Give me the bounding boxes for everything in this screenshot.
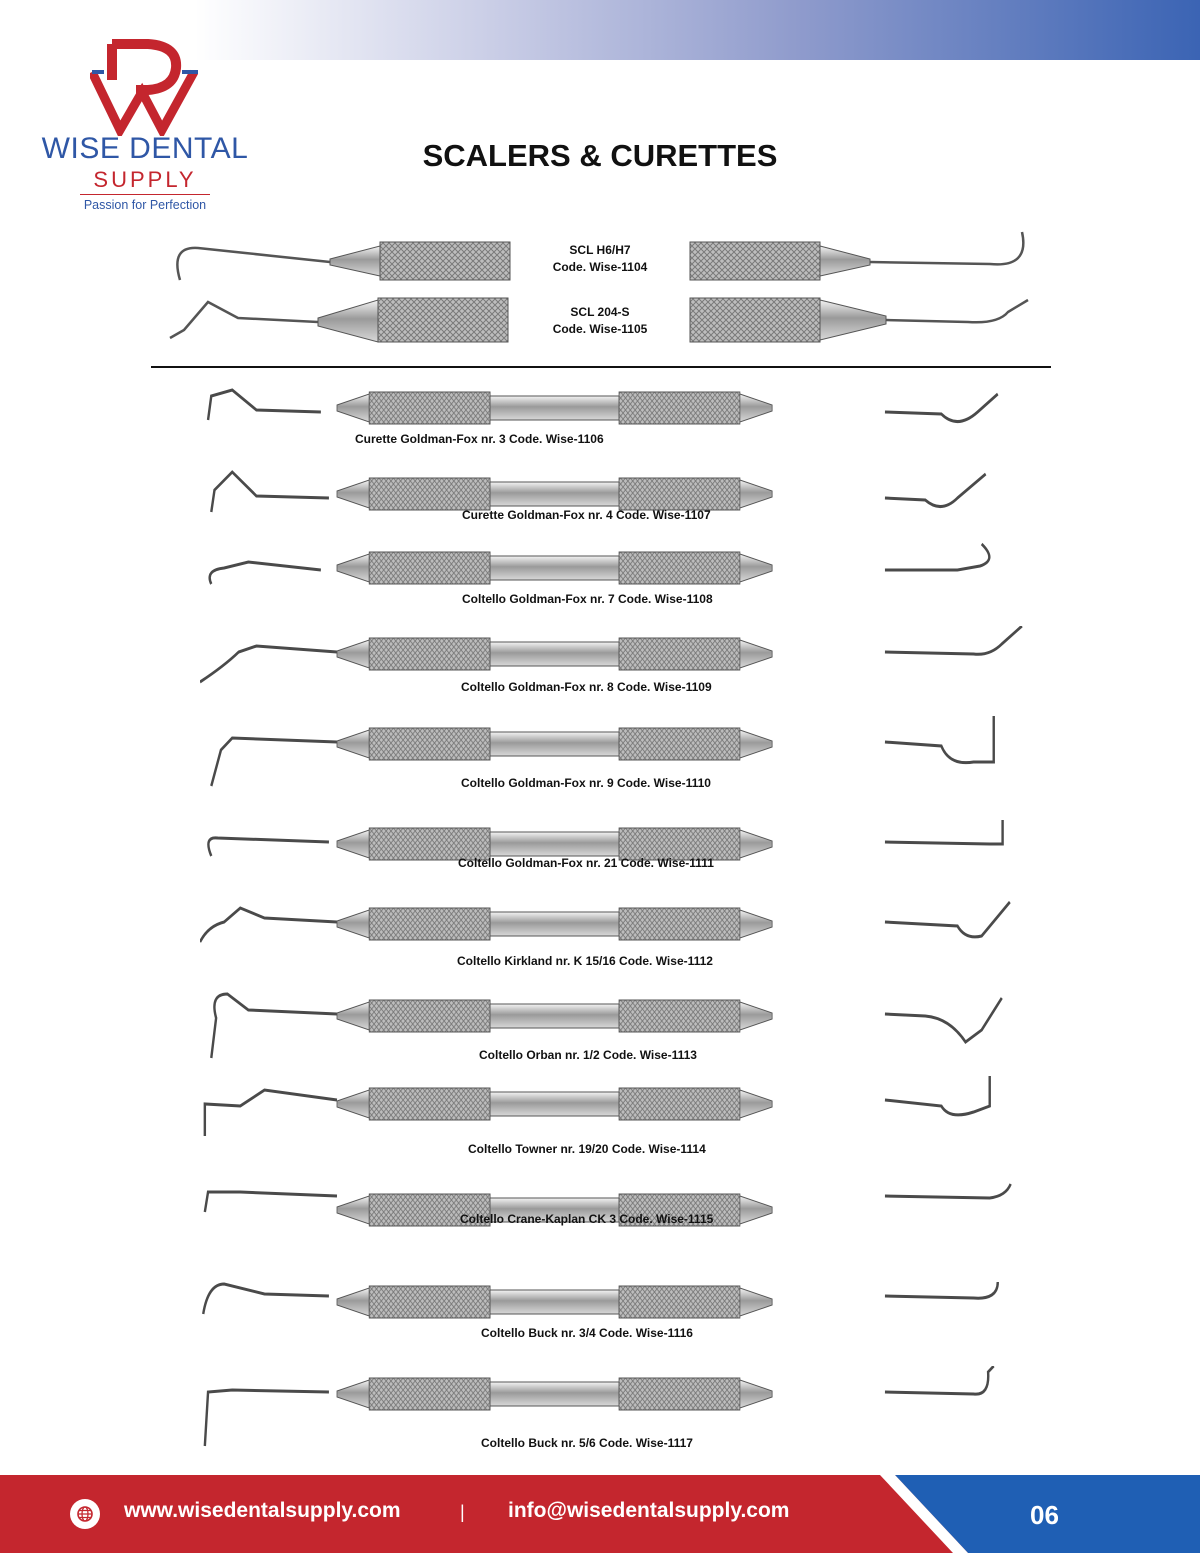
instrument-label: Coltello Orban nr. 1/2 Code. Wise-1113	[479, 1048, 697, 1062]
instrument-row	[200, 380, 1030, 450]
globe-icon	[70, 1499, 100, 1529]
instrument-row	[200, 716, 1030, 796]
item-name: SCL 204-S	[570, 305, 630, 319]
instrument-label: Curette Goldman-Fox nr. 3 Code. Wise-1106	[355, 432, 604, 446]
item-name: SCL H6/H7	[569, 243, 631, 257]
footer-separator: |	[460, 1502, 465, 1522]
website-link[interactable]: www.wisedentalsupply.com	[124, 1499, 401, 1522]
instrument-row	[200, 896, 1030, 974]
instrument-image	[200, 380, 1030, 450]
instrument-row	[200, 466, 1030, 528]
instrument-label: Coltello Goldman-Fox nr. 8 Code. Wise-1109	[461, 680, 712, 694]
instrument-label: Coltello Goldman-Fox nr. 7 Code. Wise-1108	[462, 592, 713, 606]
email-link[interactable]: info@wisedentalsupply.com	[508, 1499, 790, 1522]
instrument-label: Curette Goldman-Fox nr. 4 Code. Wise-1107	[462, 508, 711, 522]
instrument-scl-204-s	[168, 296, 1038, 346]
instrument-row	[200, 1274, 1030, 1346]
item-code: Code. Wise-1104	[552, 260, 648, 274]
instrument-row	[200, 540, 1030, 612]
brand-subname: SUPPLY	[93, 167, 197, 192]
section-divider	[151, 366, 1051, 368]
instrument-label: Coltello Goldman-Fox nr. 9 Code. Wise-1110	[461, 776, 711, 790]
item-code: Code. Wise-1105	[552, 322, 648, 336]
brand-logo	[35, 30, 255, 220]
instrument-row	[200, 1076, 1030, 1162]
instrument-row	[200, 988, 1030, 1068]
page-title: SCALERS & CURETTES	[422, 138, 778, 173]
instrument-scl-h6-h7	[170, 228, 1040, 284]
header-gradient-band	[195, 0, 1200, 60]
instrument-row	[200, 1182, 1030, 1232]
instrument-label: Coltello Crane-Kaplan CK 3 Code. Wise-1115	[460, 1212, 714, 1226]
instrument-label: Coltello Buck nr. 3/4 Code. Wise-1116	[481, 1326, 693, 1340]
instrument-label: Coltello Goldman-Fox nr. 21 Code. Wise-1111	[458, 856, 714, 870]
instrument-row	[200, 816, 1030, 876]
footer	[0, 1475, 1200, 1553]
brand-name: WISE DENTAL	[41, 132, 249, 165]
instrument-label: Coltello Kirkland nr. K 15/16 Code. Wise-1112	[457, 954, 713, 968]
instrument-row	[200, 626, 1030, 700]
instrument-label: Coltello Buck nr. 5/6 Code. Wise-1117	[481, 1436, 693, 1450]
page-number: 06	[1030, 1500, 1059, 1530]
wd-monogram-icon	[90, 36, 200, 136]
instrument-label: Coltello Towner nr. 19/20 Code. Wise-1114	[468, 1142, 706, 1156]
brand-underline	[80, 194, 210, 195]
brand-tagline: Passion for Perfection	[83, 198, 207, 212]
instrument-row	[200, 1366, 1030, 1456]
